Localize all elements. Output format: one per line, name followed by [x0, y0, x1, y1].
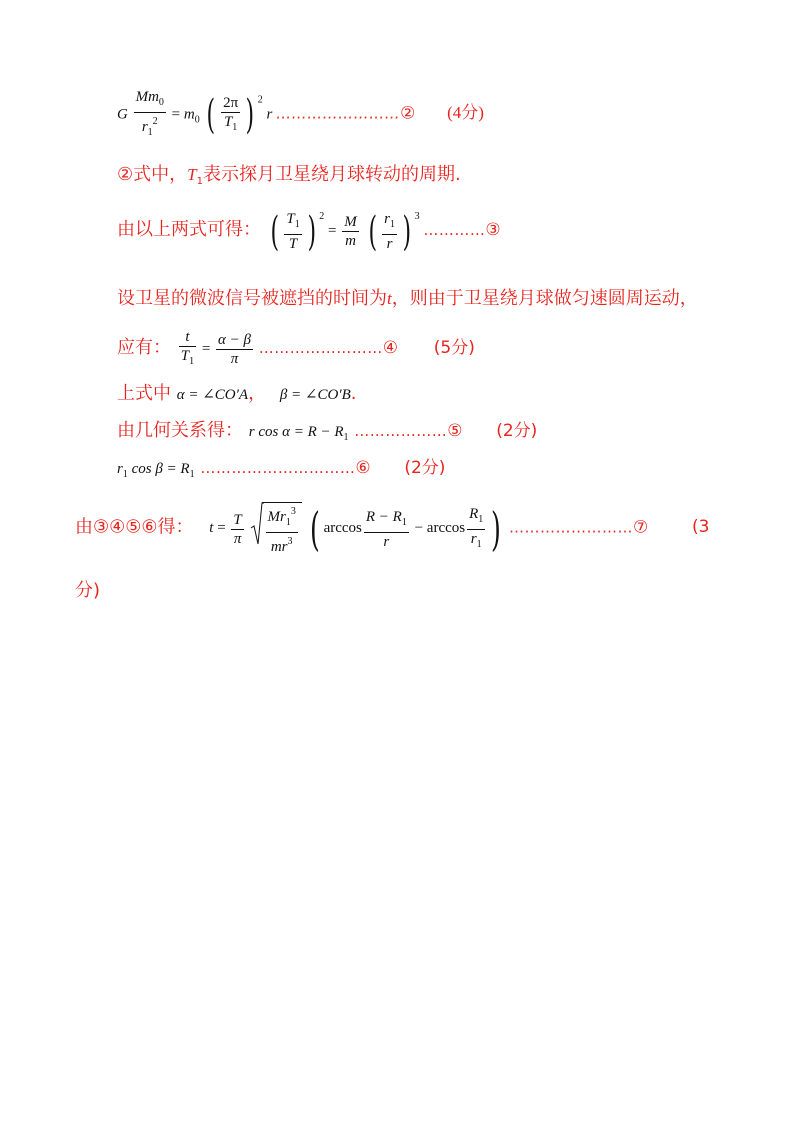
score-label: (3 [691, 517, 710, 538]
score-label: (2分) [496, 421, 538, 441]
score-label: (4分) [447, 103, 484, 123]
setup-sentence: 设卫星的微波信号被遮挡的时间为t，则由于卫星绕月球做匀速圆周运动， [117, 288, 698, 309]
leader-dots: …………………… [276, 104, 401, 123]
fraction-angular: $\frac{2\pi}{T_1}$ [223, 94, 239, 133]
equation-marker: ⑤ [447, 421, 463, 441]
equation-6: $r_1$ $\cos \beta = R_1$ …………………………⑥ (2分) [117, 458, 446, 480]
equation-3: 由以上两式可得： ( $\frac{T_1}{T}$ ) $^2$ = $\frac{M}{m}$ ( $\frac{r_1}{r}$ ) $^3$ …………③ [117, 208, 501, 255]
angle-definitions: 上式中 α = ∠CO′A， β = ∠CO′B. [117, 383, 357, 404]
equation-5: 由几何关系得： r $\cos \alpha = R - R_1$ ………………⑤ (2分) [117, 420, 538, 443]
fraction-mass-over-radius: $\frac{Mm_0}{r_1^2}$ [135, 89, 164, 138]
square-root: $\frac{Mr_1^3}{mr^3}$ [250, 502, 302, 556]
gravity-constant: G [117, 106, 128, 123]
explanation-t1: ②式中，$T_1$表示探月卫星绕月球转动的周期. [117, 164, 461, 187]
equation-marker: ⑥ [355, 458, 371, 478]
equation-2: G $\frac{Mm_0}{r_1^2}$ = $m_0$ ( $\frac{2\pi}{T_1}$ ) $^2$ r ……………………② (4分) [117, 88, 484, 142]
equation-marker: ② [400, 103, 416, 123]
equation-marker: ⑦ [632, 517, 649, 538]
equation-4: 应有： $\frac{t}{T_1}$ = $\frac{\alpha - \beta}{\pi}$ ……………………④ (5分) [117, 329, 475, 367]
equation-7: 由③④⑤⑥得： t = $\frac{T}{\pi}$ $\frac{Mr_1^3}{mr^3}$ ( arccos $\frac{R - R_1}{r}$ − arccos $\frac{R_1}{r_1}$ ) ……………………⑦ (3 [75, 502, 710, 556]
score-label: (5分) [433, 337, 475, 358]
equation-marker: ④ [382, 337, 399, 358]
equation-marker: ③ [485, 219, 501, 240]
score-continuation: 分) [75, 580, 101, 601]
score-label: (2分) [404, 458, 446, 478]
